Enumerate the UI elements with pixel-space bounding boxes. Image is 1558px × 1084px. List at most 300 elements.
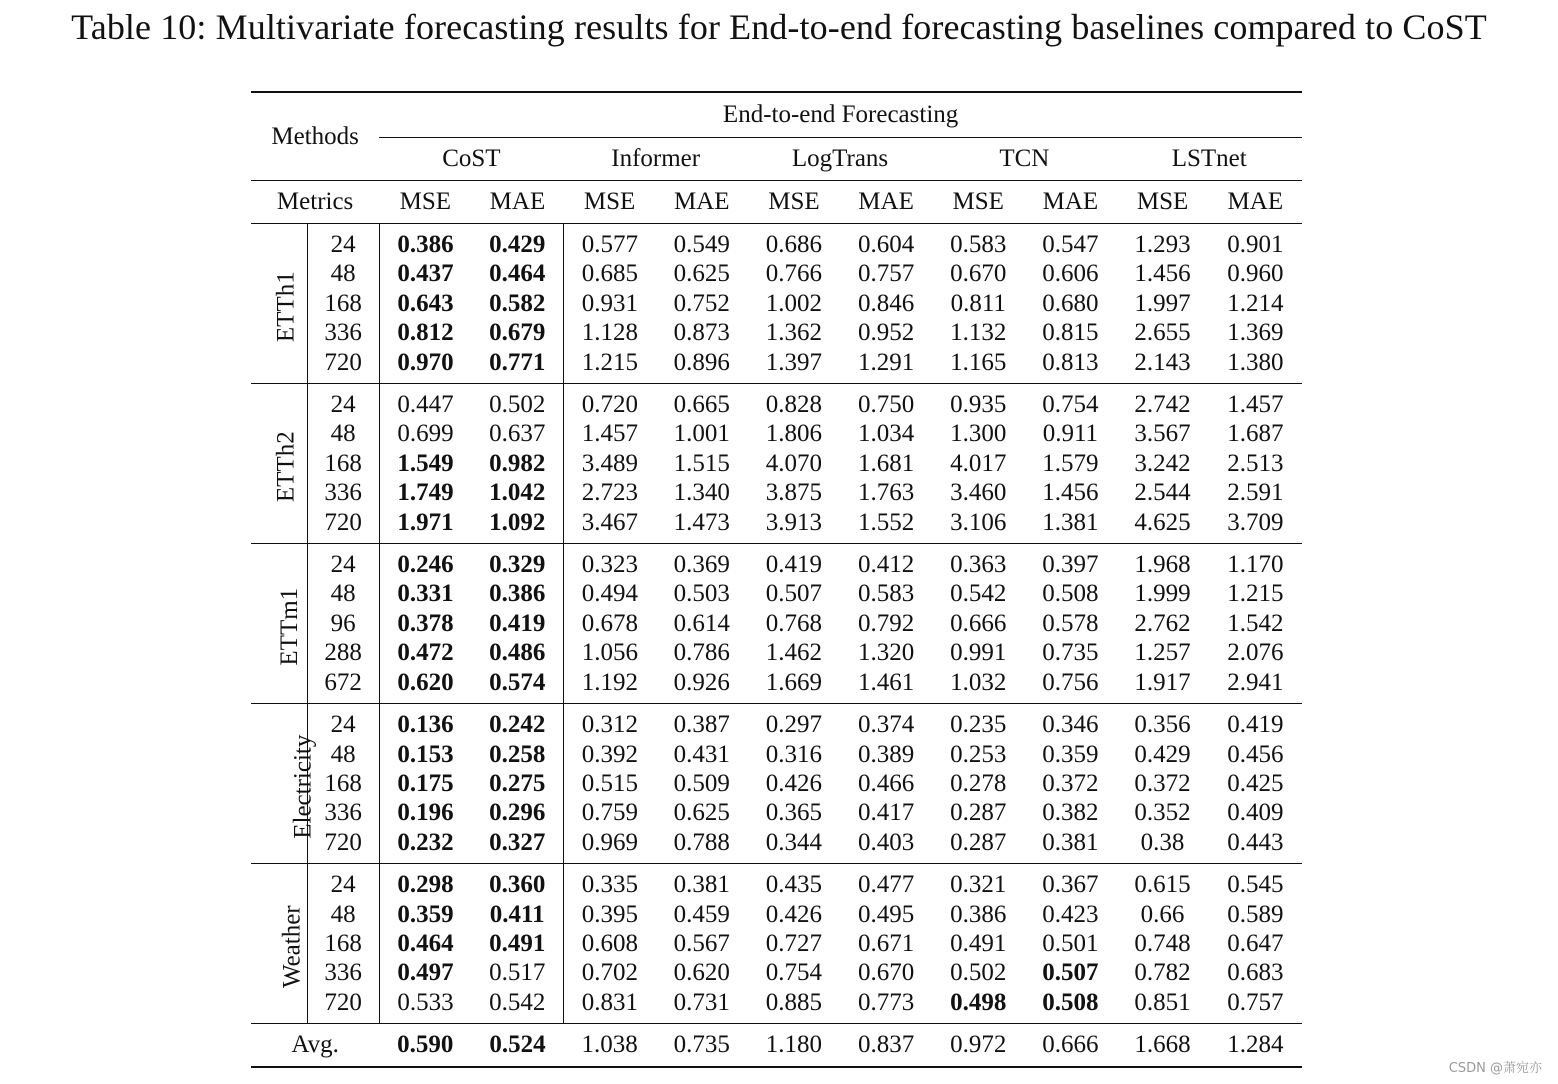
table-row (251, 289, 1302, 318)
value-cell: 0.425 (1227, 769, 1284, 797)
value-cell: 0.643 (379, 289, 471, 318)
value-cell: 1.461 (857, 668, 915, 696)
value-cell: 0.812 (379, 318, 471, 347)
value-cell: 0.378 (379, 609, 471, 638)
horizon-cell: 720 (307, 508, 379, 544)
value-cell: 0.503 (673, 580, 730, 608)
value-cell: 0.771 (489, 348, 546, 376)
value-cell: 0.702 (564, 958, 656, 987)
horizon-cell: 336 (307, 318, 379, 347)
value-cell: 3.875 (765, 479, 823, 507)
value-cell: 0.386 (379, 224, 471, 260)
model-header-2: LogTrans (791, 145, 889, 172)
value-cell: 0.547 (1024, 224, 1116, 260)
value-cell: 1.300 (950, 420, 1007, 448)
value-cell: 0.359 (1042, 740, 1099, 768)
value-cell: 1.456 (1134, 260, 1191, 288)
value-cell: 0.258 (489, 740, 546, 768)
value-cell: 1.380 (1227, 348, 1284, 376)
mse-header-3: MSE (932, 181, 1024, 224)
horizon-cell: 336 (307, 798, 379, 827)
value-cell: 0.196 (379, 798, 471, 827)
value-cell: 0.312 (564, 704, 656, 740)
mse-header-4: MSE (1116, 181, 1208, 224)
mse-header-1: MSE (564, 181, 656, 224)
value-cell: 0.501 (1042, 929, 1099, 957)
value-cell: 1.457 (564, 419, 656, 448)
value-cell: 0.647 (1227, 929, 1284, 957)
value-cell: 0.372 (1042, 769, 1099, 797)
horizon-cell: 720 (307, 828, 379, 864)
value-cell: 0.792 (857, 609, 915, 637)
value-cell: 3.242 (1134, 449, 1191, 477)
average-cell: 0.972 (932, 1024, 1024, 1068)
value-cell: 0.491 (950, 929, 1007, 957)
value-cell: 1.192 (564, 668, 656, 704)
value-cell: 1.340 (673, 479, 730, 507)
value-cell: 2.742 (1116, 384, 1208, 420)
horizon-cell: 24 (307, 224, 379, 260)
table-row (251, 704, 1302, 740)
horizon-cell: 24 (307, 864, 379, 900)
value-cell: 0.567 (673, 929, 730, 957)
value-cell: 1.034 (857, 420, 915, 448)
value-cell: 0.464 (379, 929, 471, 958)
value-cell: 0.389 (857, 740, 915, 768)
table-row (251, 449, 1302, 478)
table-row (251, 224, 1302, 260)
value-cell: 1.092 (489, 508, 546, 536)
average-cell: 1.668 (1116, 1024, 1208, 1068)
mae-header-2: MAE (840, 181, 932, 224)
dataset-label-text: ETTh1 (272, 271, 300, 342)
value-cell: 0.508 (1042, 580, 1099, 608)
value-cell: 0.327 (489, 828, 546, 856)
value-cell: 0.727 (765, 929, 823, 957)
value-cell: 4.625 (1134, 508, 1191, 536)
value-cell: 0.637 (489, 420, 546, 448)
value-cell: 0.235 (932, 704, 1024, 740)
value-cell: 0.699 (379, 419, 471, 448)
metrics-label: Metrics (251, 181, 379, 224)
average-cell: 1.180 (748, 1024, 840, 1068)
horizon-cell: 48 (307, 259, 379, 288)
value-cell: 0.680 (1042, 289, 1099, 317)
average-cell: 0.837 (840, 1024, 932, 1068)
value-cell: 0.486 (489, 639, 546, 667)
model-header-0: CoST (442, 145, 501, 172)
value-cell: 0.831 (564, 988, 656, 1024)
dataset-label-text: ETTh2 (272, 431, 300, 502)
value-cell: 0.608 (564, 929, 656, 958)
value-cell: 1.397 (765, 348, 823, 376)
methods-label: Methods (251, 92, 379, 181)
value-cell: 0.498 (950, 988, 1007, 1016)
value-cell: 1.320 (857, 639, 915, 667)
value-cell: 3.106 (950, 508, 1007, 536)
value-cell: 0.926 (673, 668, 730, 696)
value-cell: 0.153 (379, 740, 471, 769)
dataset-label-text: Electricity (289, 734, 317, 839)
horizon-cell: 48 (307, 900, 379, 929)
value-cell: 0.253 (950, 740, 1007, 768)
value-cell: 3.567 (1134, 420, 1191, 448)
value-cell: 0.381 (656, 864, 748, 900)
value-cell: 1.381 (1042, 508, 1099, 536)
value-cell: 0.589 (1227, 900, 1284, 928)
value-cell: 0.851 (1134, 988, 1191, 1016)
table-row (251, 419, 1302, 448)
value-cell: 0.686 (748, 224, 840, 260)
value-cell: 0.578 (1042, 609, 1099, 637)
horizon-cell: 720 (307, 988, 379, 1024)
horizon-cell: 168 (307, 449, 379, 478)
value-cell: 0.896 (673, 348, 730, 376)
value-cell: 0.395 (564, 900, 656, 929)
dataset-label-text: Weather (278, 905, 306, 988)
value-cell: 0.885 (765, 988, 823, 1016)
value-cell: 0.757 (1227, 988, 1284, 1016)
table-row (251, 348, 1302, 384)
value-cell: 0.419 (748, 544, 840, 580)
dataset-label (251, 704, 317, 864)
value-cell: 0.369 (656, 544, 748, 580)
average-cell: 1.038 (564, 1024, 656, 1068)
value-cell: 0.507 (1042, 959, 1099, 987)
table-row (251, 544, 1302, 580)
value-cell: 0.412 (840, 544, 932, 580)
value-cell: 0.507 (765, 580, 823, 608)
value-cell: 0.386 (950, 900, 1007, 928)
value-cell: 0.574 (489, 668, 546, 696)
table-row (251, 929, 1302, 958)
value-cell: 1.457 (1209, 384, 1302, 420)
value-cell: 0.323 (564, 544, 656, 580)
value-cell: 1.763 (857, 479, 915, 507)
results-table (251, 91, 1302, 1068)
value-cell: 1.515 (673, 449, 730, 477)
value-cell: 0.372 (1134, 769, 1191, 797)
value-cell: 0.397 (1024, 544, 1116, 580)
value-cell: 0.577 (564, 224, 656, 260)
header-row-group (251, 92, 1302, 138)
value-cell: 0.381 (1042, 828, 1099, 856)
value-cell: 0.409 (1227, 799, 1284, 827)
horizon-cell: 336 (307, 958, 379, 987)
value-cell: 0.750 (840, 384, 932, 420)
value-cell: 1.968 (1116, 544, 1208, 580)
value-cell: 0.352 (1134, 799, 1191, 827)
value-cell: 0.731 (673, 988, 730, 1016)
value-cell: 0.542 (489, 988, 546, 1016)
value-cell: 1.971 (379, 508, 471, 544)
value-cell: 0.335 (564, 864, 656, 900)
value-cell: 1.215 (1227, 580, 1284, 608)
table-row (251, 769, 1302, 798)
table-row (251, 988, 1302, 1024)
value-cell: 4.070 (765, 449, 823, 477)
value-cell: 0.679 (489, 319, 546, 347)
value-cell: 3.913 (765, 508, 823, 536)
value-cell: 0.464 (489, 260, 546, 288)
value-cell: 0.515 (564, 769, 656, 798)
value-cell: 0.786 (673, 639, 730, 667)
table-row (251, 508, 1302, 544)
horizon-cell: 48 (307, 740, 379, 769)
value-cell: 0.497 (379, 958, 471, 987)
value-cell: 0.911 (1042, 420, 1099, 448)
value-cell: 0.296 (489, 799, 546, 827)
horizon-cell: 168 (307, 929, 379, 958)
value-cell: 2.723 (564, 478, 656, 507)
value-cell: 0.533 (379, 988, 471, 1024)
value-cell: 0.748 (1134, 929, 1191, 957)
value-cell: 1.542 (1227, 609, 1284, 637)
value-cell: 1.552 (857, 508, 915, 536)
value-cell: 2.941 (1227, 668, 1284, 696)
value-cell: 0.757 (857, 260, 915, 288)
value-cell: 1.999 (1134, 580, 1191, 608)
value-cell: 0.356 (1116, 704, 1208, 740)
value-cell: 0.670 (950, 260, 1007, 288)
dataset-label (251, 544, 307, 704)
table-row (251, 609, 1302, 638)
value-cell: 1.806 (765, 420, 823, 448)
value-cell: 0.423 (1042, 900, 1099, 928)
value-cell: 0.502 (471, 384, 563, 420)
value-cell: 0.735 (1042, 639, 1099, 667)
value-cell: 1.170 (1209, 544, 1302, 580)
value-cell: 0.583 (932, 224, 1024, 260)
value-cell: 0.456 (1227, 740, 1284, 768)
horizon-cell: 48 (307, 579, 379, 608)
value-cell: 4.017 (950, 449, 1007, 477)
value-cell: 0.960 (1227, 260, 1284, 288)
value-cell: 0.754 (765, 959, 823, 987)
group-label: End-to-end Forecasting (379, 92, 1302, 138)
value-cell: 0.387 (656, 704, 748, 740)
value-cell: 1.042 (489, 479, 546, 507)
value-cell: 0.344 (765, 828, 823, 856)
value-cell: 0.788 (673, 828, 730, 856)
value-cell: 0.754 (1024, 384, 1116, 420)
value-cell: 0.466 (857, 769, 915, 797)
average-cell: 0.590 (379, 1024, 471, 1068)
horizon-cell: 24 (307, 704, 379, 740)
value-cell: 1.456 (1042, 479, 1099, 507)
value-cell: 0.287 (950, 828, 1007, 856)
value-cell: 0.431 (673, 740, 730, 768)
value-cell: 0.828 (748, 384, 840, 420)
value-cell: 0.846 (857, 289, 915, 317)
mse-header-2: MSE (748, 181, 840, 224)
value-cell: 0.443 (1227, 828, 1284, 856)
value-cell: 1.681 (857, 449, 915, 477)
value-cell: 3.467 (564, 508, 656, 544)
mae-header-1: MAE (656, 181, 748, 224)
table-caption: Table 10: Multivariate forecasting results for End-to-end forecasting baselines compared to CoST (71, 7, 1487, 47)
value-cell: 0.365 (765, 799, 823, 827)
value-cell: 0.991 (950, 639, 1007, 667)
header-row-models (251, 138, 1302, 181)
value-cell: 0.297 (748, 704, 840, 740)
value-cell: 2.591 (1227, 479, 1284, 507)
value-cell: 0.386 (489, 580, 546, 608)
value-cell: 0.665 (656, 384, 748, 420)
value-cell: 0.759 (564, 798, 656, 827)
value-cell: 0.382 (1042, 799, 1099, 827)
value-cell: 0.813 (1042, 348, 1099, 376)
value-cell: 0.625 (673, 260, 730, 288)
value-cell: 0.329 (471, 544, 563, 580)
table-row (251, 638, 1302, 667)
value-cell: 0.426 (765, 900, 823, 928)
value-cell: 1.362 (765, 319, 823, 347)
value-cell: 0.494 (564, 579, 656, 608)
value-cell: 0.604 (840, 224, 932, 260)
value-cell: 1.369 (1227, 319, 1284, 347)
horizon-cell: 288 (307, 638, 379, 667)
value-cell: 0.316 (765, 740, 823, 768)
value-cell: 0.502 (950, 959, 1007, 987)
results-table-container (251, 91, 1302, 1068)
value-cell: 0.545 (1209, 864, 1302, 900)
average-cell: 0.735 (656, 1024, 748, 1068)
value-cell: 0.982 (489, 449, 546, 477)
value-cell: 0.331 (379, 579, 471, 608)
value-cell: 0.670 (857, 959, 915, 987)
value-cell: 1.291 (857, 348, 915, 376)
value-cell: 0.472 (379, 638, 471, 667)
value-cell: 0.447 (379, 384, 471, 420)
value-cell: 0.582 (489, 289, 546, 317)
value-cell: 0.287 (950, 799, 1007, 827)
watermark: CSDN @萧宛亦 (1448, 1061, 1542, 1076)
table-row (251, 318, 1302, 347)
value-cell: 0.901 (1209, 224, 1302, 260)
value-cell: 0.136 (379, 704, 471, 740)
average-cell: 0.524 (471, 1024, 563, 1068)
horizon-cell: 168 (307, 289, 379, 318)
value-cell: 0.970 (379, 348, 471, 384)
value-cell: 1.128 (564, 318, 656, 347)
value-cell: 2.762 (1134, 609, 1191, 637)
value-cell: 0.815 (1042, 319, 1099, 347)
value-cell: 0.429 (471, 224, 563, 260)
dataset-label-text: ETTm1 (276, 587, 304, 666)
value-cell: 3.709 (1227, 508, 1284, 536)
table-row (251, 740, 1302, 769)
value-cell: 0.477 (840, 864, 932, 900)
horizon-cell: 168 (307, 769, 379, 798)
value-cell: 0.429 (1134, 740, 1191, 768)
value-cell: 0.426 (765, 769, 823, 797)
value-cell: 0.367 (1024, 864, 1116, 900)
value-cell: 0.969 (564, 828, 656, 864)
dataset-label (251, 224, 307, 384)
value-cell: 1.473 (673, 508, 730, 536)
value-cell: 0.417 (857, 799, 915, 827)
value-cell: 1.293 (1116, 224, 1208, 260)
value-cell: 0.374 (840, 704, 932, 740)
horizon-cell: 720 (307, 348, 379, 384)
value-cell: 0.278 (950, 769, 1007, 797)
value-cell: 0.931 (564, 289, 656, 318)
value-cell: 1.669 (765, 668, 823, 696)
value-cell: 0.620 (379, 668, 471, 704)
value-cell: 1.687 (1227, 420, 1284, 448)
average-cell: 0.666 (1024, 1024, 1116, 1068)
value-cell: 0.606 (1042, 260, 1099, 288)
value-cell: 0.242 (471, 704, 563, 740)
value-cell: 0.275 (489, 769, 546, 797)
value-cell: 1.462 (765, 639, 823, 667)
value-cell: 2.076 (1227, 639, 1284, 667)
table-row (251, 864, 1302, 900)
value-cell: 0.509 (673, 769, 730, 797)
table-row (251, 579, 1302, 608)
value-cell: 1.997 (1134, 289, 1191, 317)
value-cell: 0.935 (932, 384, 1024, 420)
horizon-cell: 672 (307, 668, 379, 704)
value-cell: 0.403 (857, 828, 915, 856)
value-cell: 0.811 (950, 289, 1006, 317)
value-cell: 0.583 (857, 580, 915, 608)
value-cell: 3.489 (564, 449, 656, 478)
value-cell: 0.459 (673, 900, 730, 928)
model-header-3: TCN (999, 145, 1050, 172)
value-cell: 0.38 (1140, 828, 1185, 856)
horizon-cell: 24 (307, 384, 379, 420)
value-cell: 1.002 (765, 289, 823, 317)
value-cell: 2.513 (1227, 449, 1284, 477)
table-row (251, 798, 1302, 827)
value-cell: 0.419 (489, 609, 546, 637)
value-cell: 0.495 (857, 900, 915, 928)
mse-header-0: MSE (379, 181, 471, 224)
value-cell: 0.360 (471, 864, 563, 900)
value-cell: 0.437 (379, 259, 471, 288)
table-row (251, 259, 1302, 288)
value-cell: 1.549 (379, 449, 471, 478)
value-cell: 0.508 (1042, 988, 1099, 1016)
value-cell: 0.615 (1116, 864, 1208, 900)
average-cell: 1.284 (1209, 1024, 1302, 1068)
horizon-cell: 48 (307, 419, 379, 448)
horizon-cell: 24 (307, 544, 379, 580)
mae-header-3: MAE (1024, 181, 1116, 224)
value-cell: 1.215 (564, 348, 656, 384)
value-cell: 0.246 (379, 544, 471, 580)
value-cell: 0.321 (932, 864, 1024, 900)
table-row (251, 900, 1302, 929)
value-cell: 2.655 (1134, 319, 1191, 347)
value-cell: 0.175 (379, 769, 471, 798)
value-cell: 0.766 (765, 260, 823, 288)
value-cell: 0.720 (564, 384, 656, 420)
value-cell: 0.671 (857, 929, 915, 957)
model-header-1: Informer (611, 145, 701, 172)
value-cell: 0.873 (673, 319, 730, 347)
value-cell: 1.579 (1042, 449, 1099, 477)
value-cell: 0.363 (932, 544, 1024, 580)
value-cell: 3.460 (950, 479, 1007, 507)
value-cell: 1.214 (1227, 289, 1284, 317)
value-cell: 0.66 (1140, 900, 1185, 928)
value-cell: 0.549 (656, 224, 748, 260)
value-cell: 0.435 (748, 864, 840, 900)
value-cell: 0.752 (673, 289, 730, 317)
